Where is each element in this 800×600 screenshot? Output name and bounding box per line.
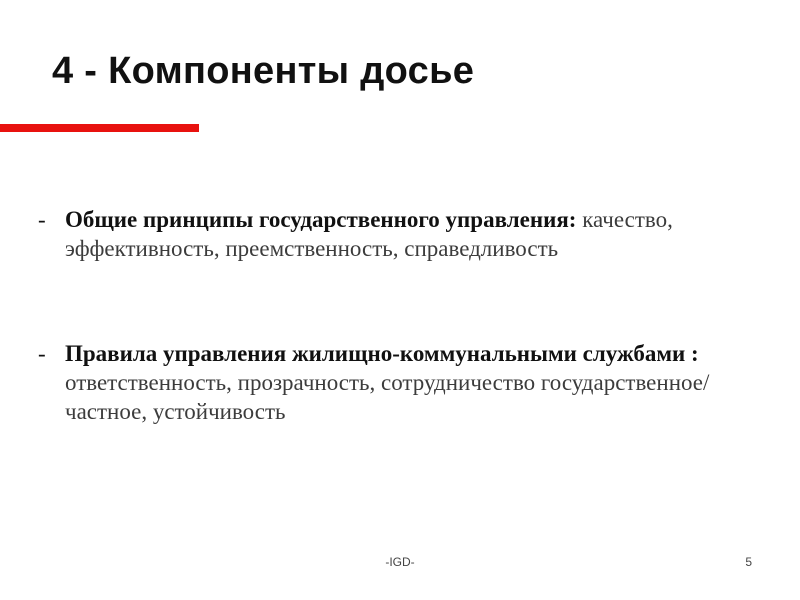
- footer-label: -IGD-: [385, 555, 415, 569]
- bullet-text: ответственность, прозрачность, сотрудничество государственное/частное, устойчивость: [65, 370, 710, 424]
- bullet-item-rules: [38, 339, 778, 426]
- bullet-item-principles: [38, 205, 778, 263]
- bullet-marker: -: [38, 207, 46, 232]
- bullet-list: [38, 205, 778, 426]
- bullet-lead: Общие принципы государственного управления:: [65, 207, 577, 232]
- bullet-text: качество, эффективность, преемственность, справедливость: [65, 207, 673, 261]
- slide-title: 4 - Компоненты досье: [52, 50, 475, 92]
- page-number: 5: [745, 555, 752, 569]
- bullet-marker: -: [38, 341, 46, 366]
- title-accent-bar: [0, 124, 199, 132]
- bullet-lead: Правила управления жилищно-коммунальными службами :: [65, 341, 699, 366]
